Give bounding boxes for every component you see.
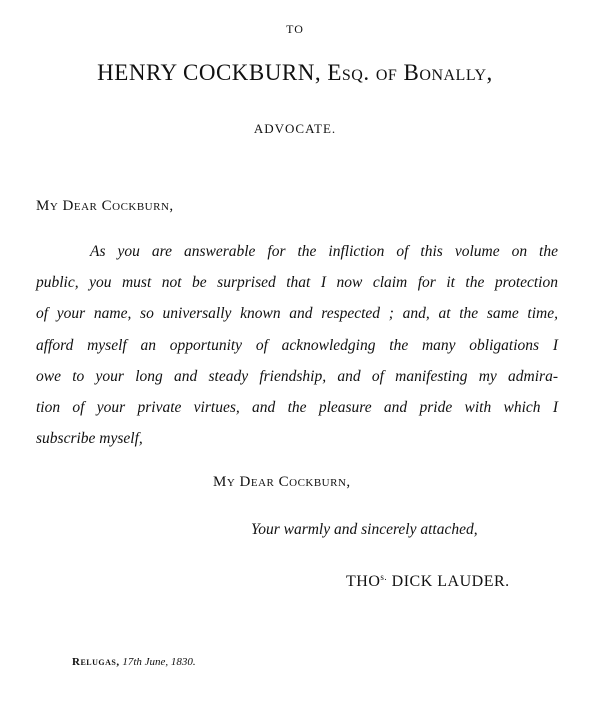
dateline-date: 17th June, 1830. [119, 656, 196, 668]
addressee-place: Bonally, [403, 60, 493, 85]
dateline [72, 656, 196, 668]
body-line: owe to your long and steady friendship, and of manifesting my admira- [36, 367, 558, 385]
body-line: afford myself an opportunity of acknowledging the many obligations I [36, 336, 558, 354]
body-line: As you are answerable for the infliction of this volume on the [90, 243, 558, 260]
addressee-name: HENRY COCKBURN, [97, 60, 322, 85]
dedication-to: TO [286, 22, 304, 36]
body-line: tion of your private virtues, and the pleasure and pride with which I [36, 399, 558, 417]
signature-tho: THO [346, 573, 381, 590]
signature [346, 572, 510, 591]
letter-body [36, 236, 558, 454]
addressee-line [0, 60, 590, 86]
body-line: public, you must not be surprised that I now claim for it the protection [36, 274, 558, 292]
closing-salutation: My Dear Cockburn, [213, 474, 351, 490]
salutation: My Dear Cockburn, [36, 198, 174, 214]
addressee-role: ADVOCATE. [253, 121, 337, 136]
signature-sup: s. [380, 572, 388, 582]
valediction: Your warmly and sincerely attached, [251, 521, 478, 538]
body-line: of your name, so universally known and respected ; and, at the same time, [36, 305, 558, 323]
addressee-of: of [375, 60, 398, 85]
dateline-place: Relugas, [72, 656, 120, 668]
body-line: subscribe myself, [36, 430, 143, 448]
signature-rest: DICK LAUDER. [387, 573, 510, 590]
addressee-title: Esq. [327, 60, 370, 85]
